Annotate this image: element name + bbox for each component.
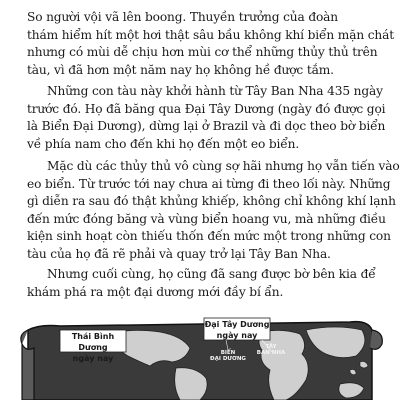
text-line: eo biển. Từ trước tới nay chưa ai từng đi theo lối này. Những (27, 176, 391, 191)
scroll-curl-right (370, 330, 382, 349)
text-line: kiện sinh hoạt còn thiếu thốn đến mức một trong những con (27, 229, 391, 243)
text-line: gì diễn ra sau đó thật khủng khiếp, không chỉ không khí lạnh (27, 194, 396, 208)
text-line: là Biển Đại Dương), dừng lại ở Brazil và đi dọc theo bờ biển (27, 119, 386, 133)
text-line: tàu, vì đã hơn một năm nay họ không hề được tắm. (27, 62, 334, 77)
ocean-sea-label-line: ĐẠI DƯƠNG (210, 356, 246, 362)
text-line: thám hiểm hít một hơi thật sâu bầu không khí biển mặn chát (27, 27, 394, 42)
paragraph-3 (27, 158, 400, 263)
ocean-sea-label (208, 350, 248, 362)
text-line: Nhưng cuối cùng, họ cũng đã sang được bờ bên kia để (47, 267, 376, 281)
text-line: đến mức đóng băng và vùng biển hoang vu, mà những điều (27, 211, 386, 226)
text-line: về phía nam cho đến khi họ đến một eo biển. (27, 136, 300, 151)
ocean-sea-label-line: BIỂN (220, 350, 236, 356)
text-line: tàu của họ đã rẽ phải và quay trở lại Tây Ban Nha. (27, 246, 331, 261)
pacific-label-line: ngày nay (72, 354, 114, 363)
spain-label-line: TÂY (265, 344, 277, 350)
text-line: Mặc dù các thủy thủ vô cùng sợ hãi nhưng họ vẫn tiến vào (47, 159, 400, 173)
atlantic-label-line: Đại Tây Dương (204, 320, 270, 329)
spain-label-line: BAN NHA (256, 350, 286, 356)
text-line: nhưng có mùi dễ chịu hơn mùi cơ thể những thủy thủ trên (27, 45, 378, 59)
spain-label (256, 344, 286, 356)
paragraph-4 (27, 266, 387, 301)
text-line: Những con tàu này khởi hành từ Tây Ban Nha 435 ngày (47, 84, 383, 98)
pacific-ocean-label (60, 331, 126, 364)
world-map-illustration (0, 300, 400, 400)
paragraph-2 (27, 83, 387, 153)
paragraph-1 (27, 9, 394, 79)
text-line: trước đó. Họ đã băng qua Đại Tây Dương (ngày đó được gọi (27, 101, 386, 116)
pacific-label-line: Thái Bình Dương (71, 332, 115, 352)
text-line: khám phá ra một đại dương mới đầy bí ẩn. (27, 284, 284, 299)
atlantic-ocean-label (204, 319, 270, 341)
text-line: So người vội vã lên boong. Thuyền trưởng của đoàn (27, 10, 338, 24)
atlantic-label-line: ngày nay (216, 331, 258, 340)
